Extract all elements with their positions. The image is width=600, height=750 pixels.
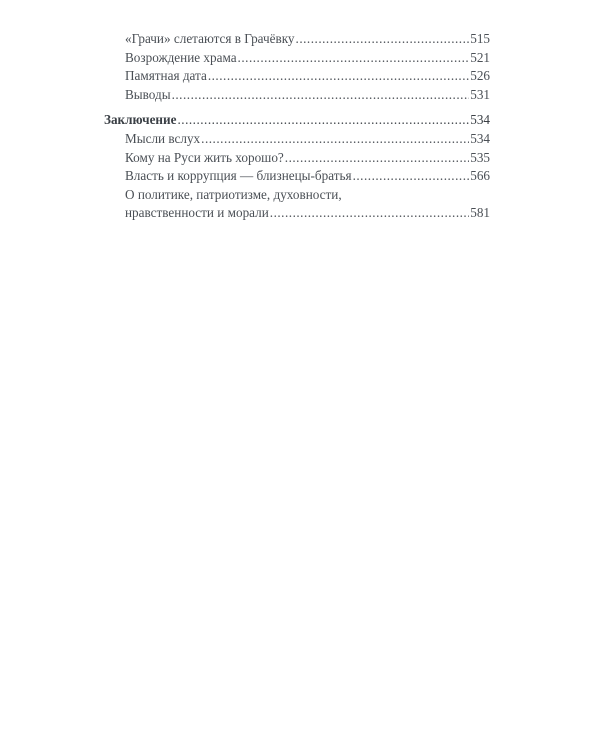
toc-entry (104, 130, 490, 149)
toc-entry (104, 204, 490, 223)
toc-entry (104, 30, 490, 49)
toc-entry-page: 521 (470, 49, 490, 65)
toc-chapter-title: Заключение (104, 112, 177, 128)
toc-entry-page: 531 (470, 86, 490, 102)
toc-entry-page: 535 (470, 149, 490, 165)
toc-entry-page: 526 (470, 68, 490, 84)
toc-entry-title: Возрождение храма (125, 49, 237, 65)
toc-chapter (104, 111, 490, 130)
dot-leader (285, 149, 469, 168)
toc-entry-page: 515 (470, 31, 490, 46)
toc-entry-title: Мысли вслух (125, 130, 201, 146)
dot-leader (172, 86, 470, 105)
toc-entry (104, 67, 490, 86)
dot-leader (208, 67, 469, 86)
toc-entry (104, 86, 490, 105)
toc-entry-title: нравственности и морали (125, 205, 269, 221)
toc-entry-title: Памятная дата (125, 68, 207, 84)
table-of-contents (104, 30, 490, 223)
toc-chapter-page: 534 (470, 112, 490, 128)
toc-entry (104, 49, 490, 68)
toc-entry-title: «Грачи» слетаются в Грачёвку (125, 31, 295, 46)
dot-leader (177, 111, 469, 130)
dot-leader (238, 49, 470, 68)
toc-entry-title-line1: О политике, патриотизме, духовности, (125, 186, 342, 202)
dot-leader (353, 167, 470, 186)
dot-leader (270, 204, 469, 223)
toc-entry (104, 149, 490, 168)
toc-entry (104, 167, 490, 186)
toc-entry-page: 581 (470, 205, 490, 221)
toc-entry-title: Власть и коррупция — близнецы-братья (125, 168, 352, 184)
toc-entry-title: Кому на Руси жить хорошо? (125, 149, 284, 165)
dot-leader (296, 30, 470, 49)
dot-leader (201, 130, 469, 149)
toc-entry-title: Выводы (125, 86, 171, 102)
toc-entry-page: 566 (470, 168, 490, 184)
toc-entry-page: 534 (470, 130, 490, 146)
